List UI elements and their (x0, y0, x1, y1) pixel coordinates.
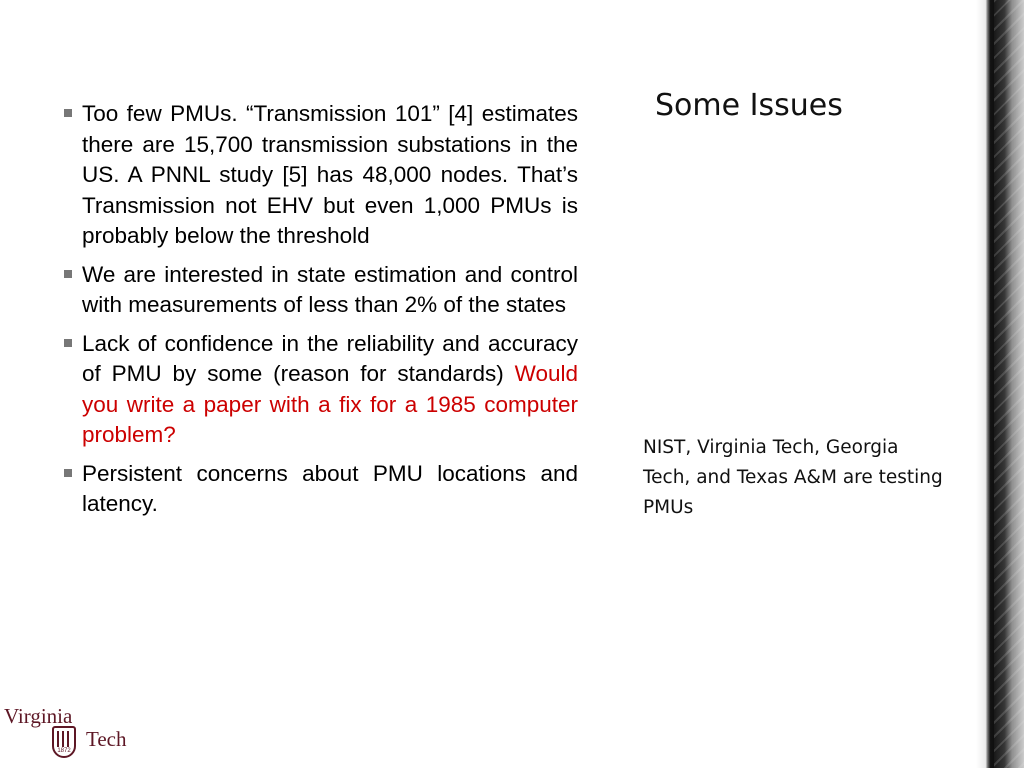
virginia-tech-logo (4, 704, 136, 764)
logo-tech-text: Tech (86, 727, 127, 751)
bullet-item (60, 99, 578, 252)
square-bullet-icon (64, 270, 72, 278)
bullet-text: Lack of confidence in the reliability and accuracy of PMU by some (reason for standards) (82, 330, 578, 386)
virginia-tech-seal-icon (52, 726, 76, 758)
square-bullet-icon (64, 469, 72, 477)
bullet-text: We are interested in state estimation and control with measurements of less than 2% of the states (82, 261, 578, 317)
logo-virginia-text: Virginia (4, 704, 73, 728)
side-note: NIST, Virginia Tech, Georgia Tech, and Texas A&M are testing PMUs (643, 437, 943, 518)
bullet-text: Too few PMUs. “Transmission 101” [4] estimates there are 15,700 transmission substations in the US. A PNNL study [5] has 48,000 nodes. That’s Transmission not EHV but even 1,000 PMUs is probably below the threshold (82, 101, 578, 248)
square-bullet-icon (64, 339, 72, 347)
seal-bars (57, 731, 71, 747)
bullet-item (60, 260, 578, 321)
square-bullet-icon (64, 109, 72, 117)
bullet-text: Persistent concerns about PMU locations and latency. (82, 460, 578, 516)
decorative-pattern (994, 0, 1024, 768)
bullet-item (60, 459, 578, 520)
highlighted-question-text: Would you write a paper with a fix for a 1985 computer problem? (82, 361, 578, 447)
logo-year: 1872 (57, 748, 71, 754)
bullet-list (60, 99, 578, 528)
bullet-item (60, 329, 578, 451)
slide-title: Some Issues (655, 88, 843, 123)
